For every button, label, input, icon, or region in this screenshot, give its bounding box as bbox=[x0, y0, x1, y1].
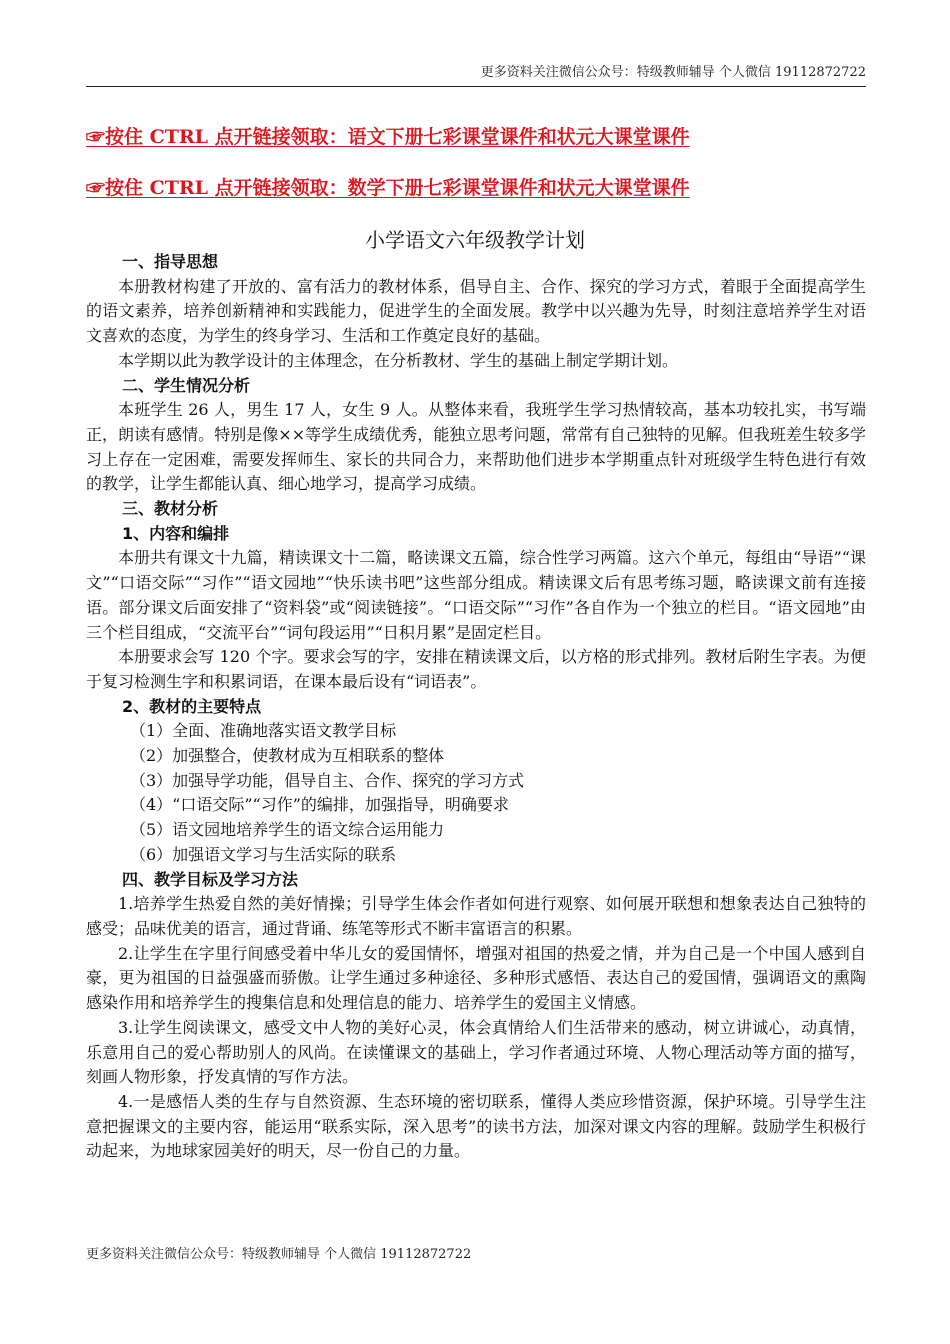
paragraph: 本册共有课文十九篇，精读课文十二篇，略读课文五篇，综合性学习两篇。这六个单元，每组由“导语”“课文”“口语交际”“习作”“语文园地”“快乐读书吧”这些部分组成。精读课文后有思考练习题，略读课文前有连接语。部分课文后面安排了“资料袋”或“阅读链接”。“口语交际”“习作”各自作为一个独立的栏目。“语文园地”由三个栏目组成，“交流平台”“词句段运用”“日积月累”是固定栏目。 bbox=[86, 548, 866, 642]
courseware-link-math[interactable]: ☞按住 CTRL 点开链接领取：数学下册七彩课堂课件和状元大课堂课件 bbox=[86, 177, 690, 199]
paragraph: 本学期以此为教学设计的主体理念，在分析教材、学生的基础上制定学期计划。 bbox=[118, 350, 679, 370]
subheading-content-arrangement: 1、内容和编排 bbox=[122, 523, 230, 543]
paragraph: 1.培养学生热爱自然的美好情操；引导学生体会作者如何进行观察、如何展开联想和想象表达自己独特的感受；品味优美的语言，通过背诵、练笔等形式不断丰富语言的积累。 bbox=[86, 894, 866, 938]
list-item: （2）加强整合，使教材成为互相联系的整体 bbox=[130, 746, 445, 766]
section-heading-textbook-analysis: 三、教材分析 bbox=[122, 499, 219, 519]
list-item: （4）“口语交际”“习作”的编排，加强指导，明确要求 bbox=[130, 795, 509, 815]
paragraph: 2.让学生在字里行间感受着中华儿女的爱国情怀，增强对祖国的热爱之情，并为自己是一个中国人感到自豪，更为祖国的日益强盛而骄傲。让学生通过多种途径、多种形式感悟、表达自己的爱国情，强调语文的熏陶感染作用和培养学生的搜集信息和处理信息的能力、培养学生的爱国主义情感。 bbox=[86, 943, 866, 1013]
paragraph: 本班学生 26 人，男生 17 人，女生 9 人。从整体来看，我班学生学习热情较高，基本功较扎实，书写端正，朗读有感情。特别是像××等学生成绩优秀，能独立思考问题，常常有自己独特的见解。但我班差生较多学习上存在一定困难，需要发挥师生、家长的共同合力，来帮助他们进步本学期重点针对班级学生特色进行有效的教学，让学生都能认真、细心地学习，提高学习成绩。 bbox=[86, 400, 866, 494]
list-item: （3）加强导学功能，倡导自主、合作、探究的学习方式 bbox=[130, 770, 525, 790]
list-item: （6）加强语文学习与生活实际的联系 bbox=[130, 844, 397, 864]
page-footer: 更多资料关注微信公众号：特级教师辅导 个人微信 19112872722 bbox=[86, 1247, 472, 1262]
document-body bbox=[86, 250, 866, 1164]
list-item: （5）语文园地培养学生的语文综合运用能力 bbox=[130, 820, 445, 840]
section-heading-student-analysis: 二、学生情况分析 bbox=[122, 375, 251, 395]
page-title: 小学语文六年级教学计划 bbox=[365, 228, 585, 252]
page-header: 更多资料关注微信公众号：特级教师辅导 个人微信 19112872722 bbox=[480, 65, 866, 80]
paragraph: 3.让学生阅读课文，感受文中人物的美好心灵，体会真情给人们生活带来的感动，树立讲诚心，动真情，乐意用自己的爱心帮助别人的风尚。在读懂课文的基础上，学习作者通过环境、人物心理活动等方面的描写，刻画人物形象，抒发真情的写作方法。 bbox=[86, 1017, 866, 1087]
header-divider bbox=[86, 86, 866, 87]
subheading-main-features: 2、教材的主要特点 bbox=[122, 696, 262, 716]
courseware-link-chinese[interactable]: ☞按住 CTRL 点开链接领取：语文下册七彩课堂课件和状元大课堂课件 bbox=[86, 126, 690, 148]
list-item: （1）全面、准确地落实语文教学目标 bbox=[130, 721, 397, 741]
paragraph: 本册教材构建了开放的、富有活力的教材体系，倡导自主、合作、探究的学习方式，着眼于全面提高学生的语文素养，培养创新精神和实践能力，促进学生的全面发展。教学中以兴趣为先导，时刻注意培养学生对语文喜欢的态度，为学生的终身学习、生活和工作奠定良好的基础。 bbox=[86, 276, 866, 346]
paragraph: 本册要求会写 120 个字。要求会写的字，安排在精读课文后，以方格的形式排列。教材后附生字表。为便于复习检测生字和积累词语，在课本最后设有“词语表”。 bbox=[86, 647, 866, 691]
section-heading-teaching-goals: 四、教学目标及学习方法 bbox=[122, 869, 299, 889]
section-heading-guiding-ideology: 一、指导思想 bbox=[122, 252, 219, 271]
paragraph: 4.一是感悟人类的生存与自然资源、生态环境的密切联系，懂得人类应珍惜资源，保护环境。引导学生注意把握课文的主要内容，能运用“联系实际，深入思考”的读书方法，加深对课文内容的理解。鼓励学生积极行动起来，为地球家园美好的明天，尽一份自己的力量。 bbox=[86, 1091, 866, 1161]
